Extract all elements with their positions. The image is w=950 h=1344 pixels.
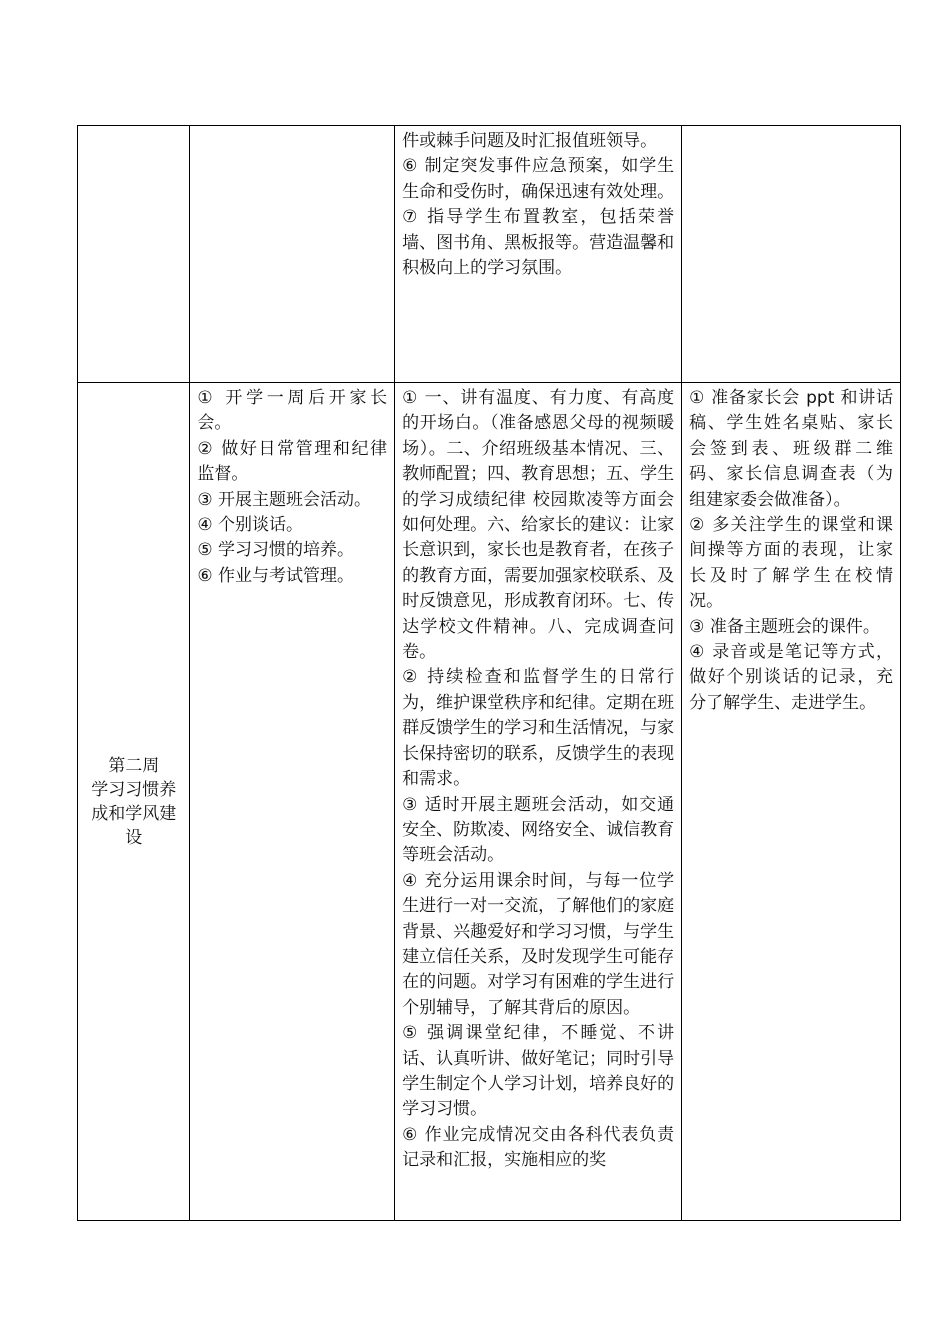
preparations-cell-continued: [682, 126, 901, 383]
measure-item: ⑥ 作业完成情况交由各科代表负责记录和汇报，实施相应的奖: [402, 1124, 675, 1171]
table-row-week2: [78, 383, 901, 1221]
plan-table: [77, 125, 901, 1221]
preparation-item: ① 准备家长会 ppt 和讲话稿、学生姓名桌贴、家长会签到表、班级群二维码、家长信息调查表（为组建家委会做准备）。: [689, 388, 893, 510]
measure-item: ⑤ 强调课堂纪律，不睡觉、不讲话、认真听讲、做好笔记；同时引导学生制定个人学习计划，培养良好的学习习惯。: [402, 1023, 675, 1120]
preparations-cell-week2: [682, 383, 901, 1221]
preparation-item: ③ 准备主题班会的课件。: [689, 616, 880, 637]
measure-item: 件或棘手问题及时汇报值班领导。: [402, 131, 658, 151]
measure-item: ⑥ 制定突发事件应急预案，如学生生命和受伤时，确保迅速有效处理。: [402, 156, 675, 202]
stage-label: 第二周: [108, 755, 160, 776]
preparation-item: ② 多关注学生的课堂和课间操等方面的表现，让家长及时了解学生在校情况。: [689, 515, 893, 612]
table-row-continued: [78, 126, 901, 383]
goals-cell-continued: [190, 126, 395, 383]
goal-item: ① 开学一周后开家长会。: [197, 388, 388, 434]
stage-cell-week2: [78, 383, 190, 1221]
stage-topic: 学习习惯养成和学风建设: [91, 779, 177, 848]
measure-item: ① 一、讲有温度、有力度、有高度的开场白。（准备感恩父母的视频暖场）。二、介绍班级基本情况、三、教师配置；四、教育思想；五、学生的学习成绩纪律 校园欺凌等方面会如何处理。六、给家长的建议：让家长意识到，家长也是教育者，在孩子的教育方面，需要加强家校联系、及时反馈意见，形成教育闭环。七、传达学校文件精神。八、完成调查问卷。: [402, 388, 675, 663]
measure-item: ④ 充分运用课余时间，与每一位学生进行一对一交流，了解他们的家庭背景、兴趣爱好和学习习惯，与学生建立信任关系，及时发现学生可能存在的问题。对学习有困难的学生进行个别辅导，了解其背后的原因。: [402, 870, 675, 1018]
goal-item: ⑥ 作业与考试管理。: [197, 565, 355, 586]
preparation-item: ④ 录音或是笔记等方式，做好个别谈话的记录，充分了解学生、走进学生。: [689, 642, 893, 713]
measures-cell-week2: [395, 383, 682, 1221]
goal-item: ③ 开展主题班会活动。: [197, 489, 372, 510]
goals-cell-week2: [190, 383, 395, 1221]
measure-item: ⑦ 指导学生布置教室，包括荣誉墙、图书角、黑板报等。营造温馨和积极向上的学习氛围。: [402, 207, 675, 279]
measures-cell-continued: [395, 126, 682, 383]
measure-item: ② 持续检查和监督学生的日常行为，维护课堂秩序和纪律。定期在班群反馈学生的学习和生活情况，与家长保持密切的联系，反馈学生的表现和需求。: [402, 667, 675, 790]
goal-item: ② 做好日常管理和纪律监督。: [197, 438, 388, 485]
goal-item: ⑤ 学习习惯的培养。: [197, 540, 355, 561]
measure-item: ③ 适时开展主题班会活动，如交通安全、防欺凌、网络安全、诚信教育等班会活动。: [402, 794, 675, 866]
goal-item: ④ 个别谈话。: [197, 515, 304, 536]
stage-cell-continued: [78, 126, 190, 383]
